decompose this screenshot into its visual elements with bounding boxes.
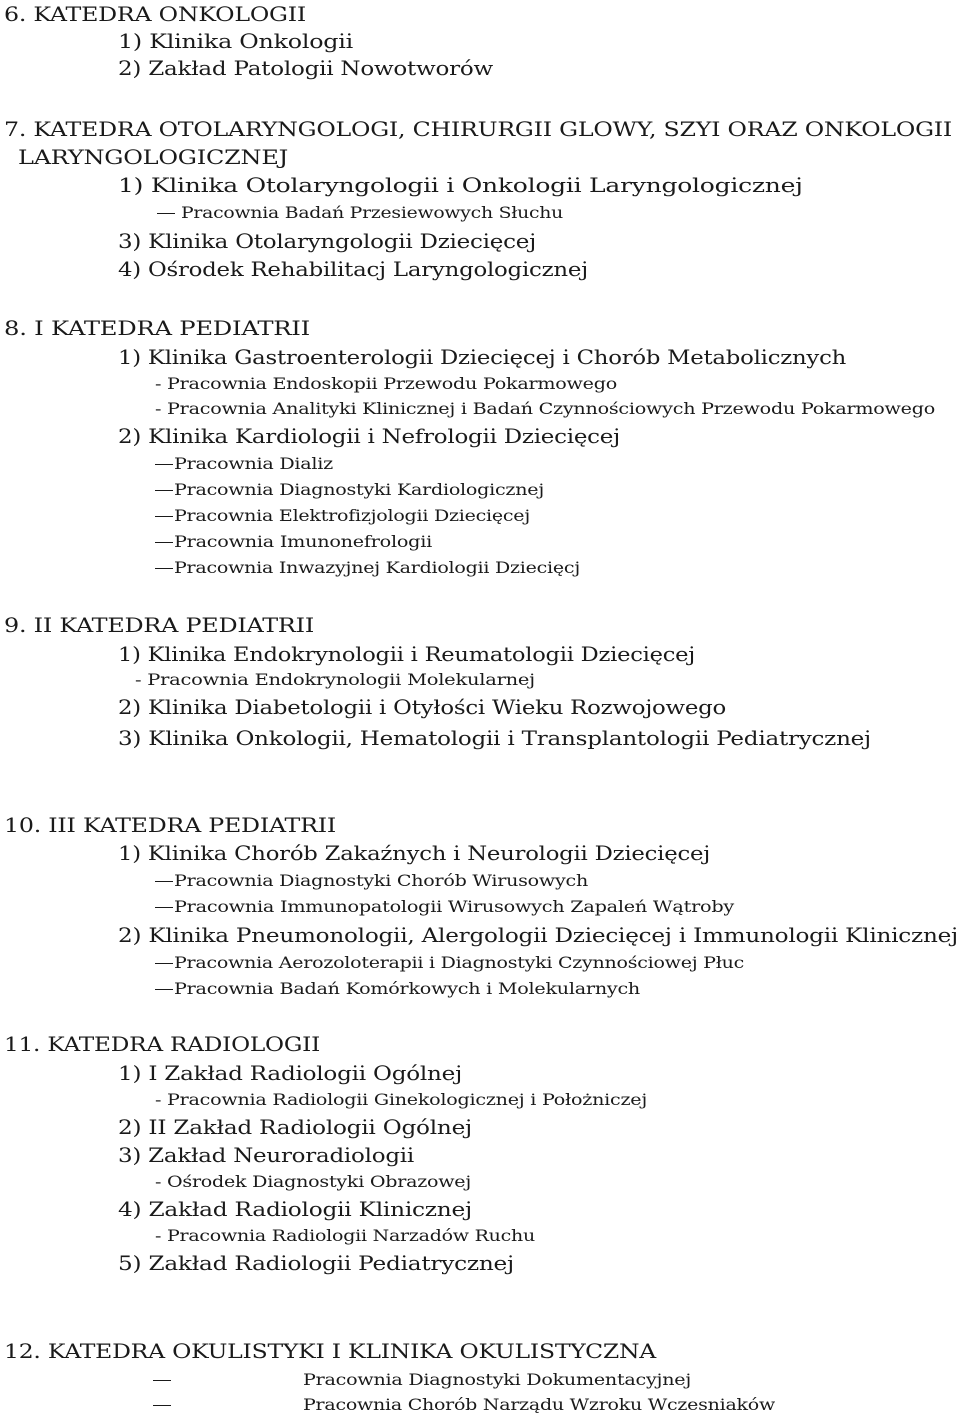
list-item: 2) Klinika Diabetologii i Otyłości Wieku Rozwojowego [118, 695, 726, 719]
dash-marker [155, 989, 173, 990]
dash-marker [155, 881, 173, 882]
section-heading: 6. KATEDRA ONKOLOGII [4, 2, 307, 26]
list-item: 3) Zakład Neuroradiologii [118, 1143, 415, 1167]
list-item: 1) Klinika Onkologii [118, 29, 354, 53]
list-item: 1) Klinika Otolaryngologii i Onkologii Laryngologicznej [118, 173, 803, 197]
dash-marker [155, 963, 173, 964]
list-subitem: Pracownia Inwazyjnej Kardiologii Dziecięcj [174, 558, 580, 577]
section-heading-continued: LARYNGOLOGICZNEJ [18, 145, 288, 169]
list-item: 3) Klinika Onkologii, Hematologii i Transplantologii Pediatrycznej [118, 726, 871, 750]
list-item: 1) I Zakład Radiologii Ogólnej [118, 1061, 463, 1085]
list-subitem: - Pracownia Radiologii Narzadów Ruchu [155, 1226, 535, 1245]
list-item: 4) Zakład Radiologii Klinicznej [118, 1197, 473, 1221]
list-subitem: Pracownia Diagnostyki Dokumentacyjnej [303, 1370, 691, 1389]
list-item: 2) Klinika Kardiologii i Nefrologii Dziecięcej [118, 424, 621, 448]
dash-marker [157, 213, 175, 214]
list-item: 1) Klinika Endokrynologii i Reumatologii Dziecięcej [118, 642, 696, 666]
list-subitem: Pracownia Chorób Narządu Wzroku Wczesniaków [303, 1395, 776, 1414]
list-item: 1) Klinika Chorób Zakaźnych i Neurologii Dziecięcej [118, 841, 711, 865]
list-subitem: Pracownia Badań Komórkowych i Molekularnych [174, 979, 641, 998]
list-subitem: Pracownia Diagnostyki Chorób Wirusowych [174, 871, 589, 890]
dash-marker [155, 516, 173, 517]
section-heading: 7. KATEDRA OTOLARYNGOLOGI, CHIRURGII GLOWY, SZYI ORAZ ONKOLOGII [4, 117, 952, 141]
list-subitem: Pracownia Diagnostyki Kardiologicznej [174, 480, 544, 499]
dash-marker [155, 568, 173, 569]
list-item: 4) Ośrodek Rehabilitacj Laryngologicznej [118, 257, 588, 281]
section-heading: 12. KATEDRA OKULISTYKI I KLINIKA OKULISTYCZNA [4, 1339, 657, 1363]
section-heading: 10. III KATEDRA PEDIATRII [4, 813, 336, 837]
list-item: 3) Klinika Otolaryngologii Dziecięcej [118, 229, 537, 253]
list-subitem: - Pracownia Endokrynologii Molekularnej [135, 670, 535, 689]
list-subitem: Pracownia Badań Przesiewowych Słuchu [181, 203, 564, 222]
list-subitem: - Pracownia Analityki Klinicznej i Badań Czynnościowych Przewodu Pokarmowego [155, 399, 936, 418]
section-heading: 9. II KATEDRA PEDIATRII [4, 613, 315, 637]
list-item: 5) Zakład Radiologii Pediatrycznej [118, 1251, 514, 1275]
list-subitem: - Pracownia Radiologii Ginekologicznej i Położniczej [155, 1090, 648, 1109]
list-item: 1) Klinika Gastroenterologii Dziecięcej i Chorób Metabolicznych [118, 345, 847, 369]
list-subitem: Pracownia Aerozoloterapii i Diagnostyki Czynnościowej Płuc [174, 953, 745, 972]
list-subitem: - Pracownia Endoskopii Przewodu Pokarmowego [155, 374, 618, 393]
dash-marker [155, 542, 173, 543]
list-subitem: Pracownia Immunopatologii Wirusowych Zapaleń Wątroby [174, 897, 735, 916]
dash-marker [155, 464, 173, 465]
dash-marker [155, 490, 173, 491]
list-item: 2) II Zakład Radiologii Ogólnej [118, 1115, 472, 1139]
list-subitem: - Ośrodek Diagnostyki Obrazowej [155, 1172, 472, 1191]
dash-marker [153, 1380, 171, 1381]
dash-marker [155, 907, 173, 908]
list-subitem: Pracownia Imunonefrologii [174, 532, 433, 551]
section-heading: 11. KATEDRA RADIOLOGII [4, 1032, 321, 1056]
list-subitem: Pracownia Elektrofizjologii Dziecięcej [174, 506, 530, 525]
list-item: 2) Klinika Pneumonologii, Alergologii Dziecięcej i Immunologii Klinicznej [118, 923, 958, 947]
list-item: 2) Zakład Patologii Nowotworów [118, 56, 493, 80]
list-subitem: Pracownia Dializ [174, 454, 333, 473]
dash-marker [153, 1405, 171, 1406]
section-heading: 8. I KATEDRA PEDIATRII [4, 316, 310, 340]
